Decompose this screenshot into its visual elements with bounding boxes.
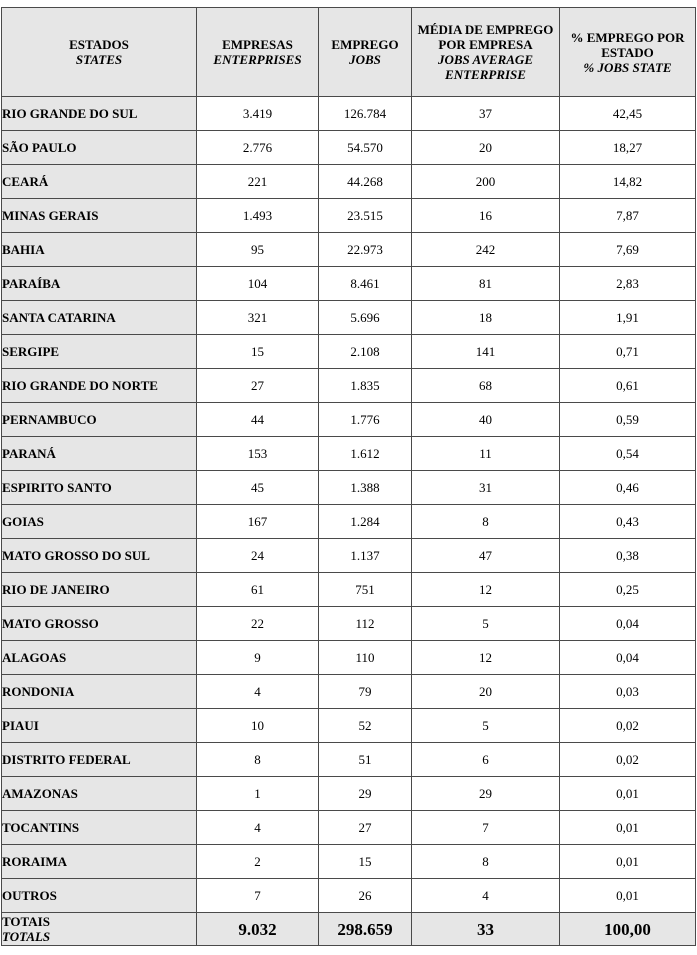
table-row bbox=[2, 743, 696, 777]
table-row bbox=[2, 845, 696, 879]
average-cell: 11 bbox=[412, 437, 560, 471]
header-enterprises-pt: EMPRESAS bbox=[222, 37, 293, 52]
state-cell: MATO GROSSO DO SUL bbox=[2, 539, 197, 573]
average-cell: 12 bbox=[412, 573, 560, 607]
enterprises-cell: 167 bbox=[197, 505, 319, 539]
jobs-cell: 51 bbox=[319, 743, 412, 777]
header-percent-en: % JOBS STATE bbox=[583, 59, 672, 75]
jobs-cell: 112 bbox=[319, 607, 412, 641]
state-cell: MATO GROSSO bbox=[2, 607, 197, 641]
table-row bbox=[2, 811, 696, 845]
jobs-cell: 23.515 bbox=[319, 199, 412, 233]
jobs-cell: 44.268 bbox=[319, 165, 412, 199]
enterprises-cell: 4 bbox=[197, 675, 319, 709]
average-cell: 6 bbox=[412, 743, 560, 777]
average-cell: 18 bbox=[412, 301, 560, 335]
table-row bbox=[2, 165, 696, 199]
jobs-cell: 15 bbox=[319, 845, 412, 879]
table-row bbox=[2, 233, 696, 267]
jobs-cell: 110 bbox=[319, 641, 412, 675]
totals-percent: 100,00 bbox=[560, 913, 696, 946]
enterprises-cell: 61 bbox=[197, 573, 319, 607]
table-body bbox=[2, 97, 696, 946]
percent-cell: 0,71 bbox=[560, 335, 696, 369]
percent-cell: 0,25 bbox=[560, 573, 696, 607]
percent-cell: 0,38 bbox=[560, 539, 696, 573]
average-cell: 4 bbox=[412, 879, 560, 913]
enterprises-cell: 153 bbox=[197, 437, 319, 471]
table-row bbox=[2, 641, 696, 675]
jobs-cell: 751 bbox=[319, 573, 412, 607]
state-cell: SÃO PAULO bbox=[2, 131, 197, 165]
enterprises-cell: 321 bbox=[197, 301, 319, 335]
jobs-cell: 8.461 bbox=[319, 267, 412, 301]
average-cell: 29 bbox=[412, 777, 560, 811]
header-enterprises-en: ENTERPRISES bbox=[213, 52, 302, 67]
table-row bbox=[2, 675, 696, 709]
header-states-en: STATES bbox=[75, 52, 123, 67]
state-cell: GOIAS bbox=[2, 505, 197, 539]
header-jobs-pt: EMPREGO bbox=[331, 37, 399, 52]
totals-label-pt: TOTAIS bbox=[2, 914, 50, 929]
totals-average: 33 bbox=[412, 913, 560, 946]
header-average bbox=[412, 8, 560, 97]
percent-cell: 0,04 bbox=[560, 607, 696, 641]
totals-jobs: 298.659 bbox=[319, 913, 412, 946]
header-jobs bbox=[319, 8, 412, 97]
average-cell: 8 bbox=[412, 845, 560, 879]
state-cell: PARAÍBA bbox=[2, 267, 197, 301]
header-states bbox=[2, 8, 197, 97]
state-cell: MINAS GERAIS bbox=[2, 199, 197, 233]
average-cell: 47 bbox=[412, 539, 560, 573]
totals-row bbox=[2, 913, 696, 946]
enterprises-cell: 2 bbox=[197, 845, 319, 879]
average-cell: 5 bbox=[412, 709, 560, 743]
average-cell: 242 bbox=[412, 233, 560, 267]
enterprises-cell: 8 bbox=[197, 743, 319, 777]
jobs-cell: 1.388 bbox=[319, 471, 412, 505]
percent-cell: 0,04 bbox=[560, 641, 696, 675]
percent-cell: 0,01 bbox=[560, 879, 696, 913]
table-row bbox=[2, 267, 696, 301]
average-cell: 8 bbox=[412, 505, 560, 539]
percent-cell: 0,01 bbox=[560, 811, 696, 845]
state-cell: RIO GRANDE DO NORTE bbox=[2, 369, 197, 403]
percent-cell: 18,27 bbox=[560, 131, 696, 165]
average-cell: 7 bbox=[412, 811, 560, 845]
jobs-cell: 2.108 bbox=[319, 335, 412, 369]
state-cell: CEARÁ bbox=[2, 165, 197, 199]
table-row bbox=[2, 131, 696, 165]
percent-cell: 0,43 bbox=[560, 505, 696, 539]
percent-cell: 0,02 bbox=[560, 709, 696, 743]
header-percent bbox=[560, 8, 696, 97]
percent-cell: 0,01 bbox=[560, 777, 696, 811]
jobs-cell: 29 bbox=[319, 777, 412, 811]
state-cell: RIO DE JANEIRO bbox=[2, 573, 197, 607]
jobs-cell: 27 bbox=[319, 811, 412, 845]
state-cell: DISTRITO FEDERAL bbox=[2, 743, 197, 777]
state-cell: OUTROS bbox=[2, 879, 197, 913]
table-row bbox=[2, 301, 696, 335]
jobs-cell: 1.284 bbox=[319, 505, 412, 539]
header-jobs-en: JOBS bbox=[349, 52, 381, 67]
enterprises-cell: 24 bbox=[197, 539, 319, 573]
table-row bbox=[2, 471, 696, 505]
average-cell: 31 bbox=[412, 471, 560, 505]
table-header bbox=[2, 8, 696, 97]
totals-label bbox=[2, 913, 197, 946]
enterprises-cell: 95 bbox=[197, 233, 319, 267]
enterprises-cell: 45 bbox=[197, 471, 319, 505]
jobs-cell: 1.835 bbox=[319, 369, 412, 403]
state-cell: RONDONIA bbox=[2, 675, 197, 709]
enterprises-cell: 4 bbox=[197, 811, 319, 845]
average-cell: 141 bbox=[412, 335, 560, 369]
percent-cell: 0,03 bbox=[560, 675, 696, 709]
enterprises-cell: 10 bbox=[197, 709, 319, 743]
table-row bbox=[2, 505, 696, 539]
average-cell: 81 bbox=[412, 267, 560, 301]
state-cell: ALAGOAS bbox=[2, 641, 197, 675]
table-row bbox=[2, 709, 696, 743]
jobs-cell: 126.784 bbox=[319, 97, 412, 131]
table-row bbox=[2, 369, 696, 403]
totals-enterprises: 9.032 bbox=[197, 913, 319, 946]
enterprises-cell: 1 bbox=[197, 777, 319, 811]
percent-cell: 0,54 bbox=[560, 437, 696, 471]
header-enterprises bbox=[197, 8, 319, 97]
enterprises-cell: 104 bbox=[197, 267, 319, 301]
percent-cell: 1,91 bbox=[560, 301, 696, 335]
state-cell: PIAUI bbox=[2, 709, 197, 743]
enterprises-cell: 44 bbox=[197, 403, 319, 437]
jobs-cell: 79 bbox=[319, 675, 412, 709]
percent-cell: 7,69 bbox=[560, 233, 696, 267]
header-average-en: JOBS AVERAGE ENTERPRISE bbox=[437, 52, 533, 82]
enterprises-cell: 15 bbox=[197, 335, 319, 369]
state-cell: PERNAMBUCO bbox=[2, 403, 197, 437]
percent-cell: 14,82 bbox=[560, 165, 696, 199]
state-cell: ESPIRITO SANTO bbox=[2, 471, 197, 505]
employment-by-state-table bbox=[1, 7, 696, 946]
table-row bbox=[2, 879, 696, 913]
table-row bbox=[2, 335, 696, 369]
totals-label-en: TOTALS bbox=[2, 929, 51, 944]
average-cell: 20 bbox=[412, 675, 560, 709]
percent-cell: 2,83 bbox=[560, 267, 696, 301]
enterprises-cell: 27 bbox=[197, 369, 319, 403]
jobs-cell: 5.696 bbox=[319, 301, 412, 335]
enterprises-cell: 221 bbox=[197, 165, 319, 199]
header-row bbox=[2, 8, 696, 97]
header-average-pt: MÉDIA DE EMPREGO POR EMPRESA bbox=[417, 22, 554, 52]
percent-cell: 0,02 bbox=[560, 743, 696, 777]
state-cell: TOCANTINS bbox=[2, 811, 197, 845]
jobs-cell: 1.776 bbox=[319, 403, 412, 437]
state-cell: AMAZONAS bbox=[2, 777, 197, 811]
enterprises-cell: 7 bbox=[197, 879, 319, 913]
table-row bbox=[2, 199, 696, 233]
enterprises-cell: 9 bbox=[197, 641, 319, 675]
percent-cell: 0,61 bbox=[560, 369, 696, 403]
table-row bbox=[2, 573, 696, 607]
enterprises-cell: 22 bbox=[197, 607, 319, 641]
table-row bbox=[2, 539, 696, 573]
percent-cell: 0,59 bbox=[560, 403, 696, 437]
table-row bbox=[2, 437, 696, 471]
average-cell: 40 bbox=[412, 403, 560, 437]
enterprises-cell: 2.776 bbox=[197, 131, 319, 165]
average-cell: 12 bbox=[412, 641, 560, 675]
percent-cell: 7,87 bbox=[560, 199, 696, 233]
jobs-cell: 1.137 bbox=[319, 539, 412, 573]
state-cell: RORAIMA bbox=[2, 845, 197, 879]
state-cell: SANTA CATARINA bbox=[2, 301, 197, 335]
percent-cell: 0,46 bbox=[560, 471, 696, 505]
average-cell: 20 bbox=[412, 131, 560, 165]
state-cell: PARANÁ bbox=[2, 437, 197, 471]
percent-cell: 42,45 bbox=[560, 97, 696, 131]
average-cell: 37 bbox=[412, 97, 560, 131]
average-cell: 68 bbox=[412, 369, 560, 403]
table-row bbox=[2, 97, 696, 131]
table-row bbox=[2, 607, 696, 641]
jobs-cell: 22.973 bbox=[319, 233, 412, 267]
state-cell: BAHIA bbox=[2, 233, 197, 267]
state-cell: RIO GRANDE DO SUL bbox=[2, 97, 197, 131]
table-row bbox=[2, 403, 696, 437]
jobs-cell: 26 bbox=[319, 879, 412, 913]
state-cell: SERGIPE bbox=[2, 335, 197, 369]
average-cell: 16 bbox=[412, 199, 560, 233]
jobs-cell: 54.570 bbox=[319, 131, 412, 165]
header-percent-pt: % EMPREGO POR ESTADO bbox=[570, 29, 685, 60]
enterprises-cell: 1.493 bbox=[197, 199, 319, 233]
jobs-cell: 1.612 bbox=[319, 437, 412, 471]
average-cell: 200 bbox=[412, 165, 560, 199]
percent-cell: 0,01 bbox=[560, 845, 696, 879]
header-states-pt: ESTADOS bbox=[69, 37, 129, 52]
table-row bbox=[2, 777, 696, 811]
jobs-cell: 52 bbox=[319, 709, 412, 743]
average-cell: 5 bbox=[412, 607, 560, 641]
enterprises-cell: 3.419 bbox=[197, 97, 319, 131]
